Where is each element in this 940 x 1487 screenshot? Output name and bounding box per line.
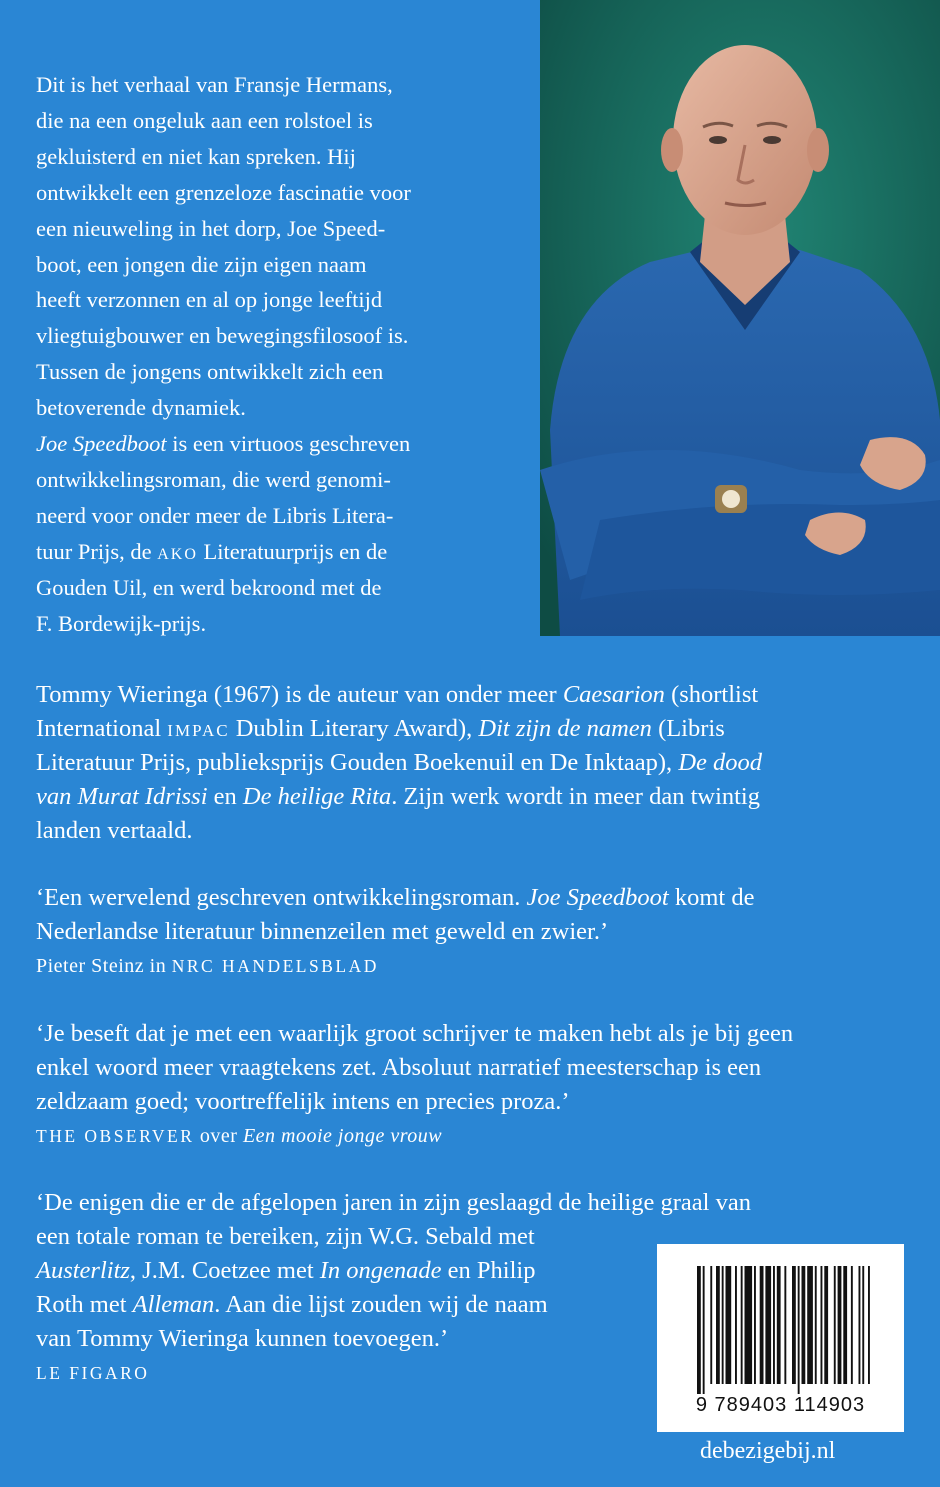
bio-smallcaps: impac	[167, 715, 230, 742]
bio-line: landen vertaald.	[36, 817, 193, 844]
quote-text: ‘Een wervelend geschreven ontwikkelingsroman.	[36, 884, 527, 911]
barcode-bar	[843, 1266, 847, 1384]
blurb-line: vliegtuigbouwer en bewegingsfilosoof is.	[36, 323, 409, 349]
blurb-line: neerd voor onder meer de Libris Litera-	[36, 502, 394, 528]
barcode-bar	[697, 1266, 701, 1394]
bio-text: en	[207, 783, 243, 810]
quote-line: ‘Je beseft dat je met een waarlijk groot schrijver te maken hebt als je bij geen	[36, 1020, 794, 1047]
barcode-bar	[815, 1266, 817, 1384]
bio-line	[36, 746, 916, 780]
blurb-line: betoverende dynamiek.	[36, 395, 246, 421]
bio-text: Tommy Wieringa (1967) is de auteur van onder meer	[36, 681, 563, 708]
barcode-bar	[777, 1266, 781, 1384]
blurb-line	[36, 426, 526, 462]
source-publication: LE FIGARO	[36, 1363, 150, 1383]
source-publication: NRC HANDELSBLAD	[171, 956, 379, 976]
barcode-bar	[792, 1266, 796, 1384]
blurb-line: Gouden Uil, en werd bekroond met de	[36, 574, 382, 600]
barcode-bar	[703, 1266, 705, 1394]
barcode-bar	[851, 1266, 853, 1384]
blurb-line: een nieuweling in het dorp, Joe Speed-	[36, 215, 386, 241]
barcode-bar	[726, 1266, 732, 1384]
quote-text: , J.M. Coetzee met	[129, 1257, 320, 1284]
barcode-bar	[765, 1266, 771, 1384]
barcode-bar	[821, 1266, 823, 1384]
barcode-bar	[760, 1266, 764, 1384]
blurb-line: F. Bordewijk-prijs.	[36, 610, 207, 636]
blurb-line	[36, 534, 526, 570]
bio-text: . Zijn werk wordt in meer dan twintig	[391, 783, 760, 810]
quote-title: Alleman	[132, 1291, 215, 1318]
bio-title: De heilige Rita	[242, 783, 392, 810]
source-title: Een mooie jonge vrouw	[242, 1125, 443, 1147]
bio-text: (shortlist	[664, 681, 759, 708]
quote-line: van Tommy Wieringa kunnen toevoegen.’	[36, 1325, 449, 1352]
quote-line: ‘De enigen die er de afgelopen jaren in zijn geslaagd de heilige graal van	[36, 1189, 751, 1216]
barcode-bar	[741, 1266, 743, 1384]
quote-source	[36, 949, 916, 983]
quote-line: een totale roman te bereiken, zijn W.G. Sebald met	[36, 1223, 535, 1250]
quote-title: Austerlitz	[36, 1257, 130, 1284]
quote-line: Nederlandse literatuur binnenzeilen met geweld en zwier.’	[36, 918, 609, 945]
blurb-line: heeft verzonnen en al op jonge leeftijd	[36, 287, 383, 313]
review-quote-1	[36, 881, 916, 983]
barcode-bar	[862, 1266, 864, 1384]
quote-text: en Philip	[441, 1257, 536, 1284]
bio-line	[36, 712, 916, 746]
barcode-bar	[824, 1266, 828, 1384]
barcode-bar	[716, 1266, 720, 1384]
bio-text: Dublin Literary Award),	[229, 715, 479, 742]
author-portrait-illustration	[540, 0, 940, 636]
bio-line	[36, 780, 916, 814]
barcode	[657, 1244, 904, 1432]
blurb-line: Tussen de jongens ontwikkelt zich een	[36, 359, 384, 385]
review-quote-2	[36, 1017, 916, 1153]
bio-title: De dood	[678, 749, 763, 776]
isbn-number: 9 789403 114903	[695, 1394, 866, 1416]
source-publication: THE OBSERVER	[36, 1126, 195, 1146]
bio-text: (Libris	[651, 715, 725, 742]
barcode-bar	[710, 1266, 712, 1384]
barcode-bar	[838, 1266, 842, 1384]
quote-line: enkel woord meer vraagtekens zet. Absoluut narratief meesterschap is een	[36, 1054, 762, 1081]
quote-source	[36, 1119, 916, 1153]
author-photo	[540, 0, 940, 636]
source-text: Pieter Steinz in	[36, 955, 172, 977]
source-text: over	[194, 1125, 243, 1147]
blurb-line: ontwikkelingsroman, die werd genomi-	[36, 466, 391, 492]
blurb-line: ontwikkelt een grenzeloze fascinatie voor	[36, 179, 411, 205]
barcode-bar	[773, 1266, 775, 1384]
bio-line	[36, 678, 916, 712]
bio-title: Dit zijn de namen	[478, 715, 652, 742]
blurb-text: Literatuurprijs en de	[197, 538, 388, 564]
quote-text: . Aan die lijst zouden wij de naam	[214, 1291, 548, 1318]
author-bio	[36, 678, 916, 848]
barcode-bar	[834, 1266, 836, 1384]
publisher-website[interactable]: debezigebij.nl	[700, 1438, 836, 1464]
barcode-bar	[802, 1266, 806, 1384]
quote-line: zeldzaam goed; voortreffelijk intens en precies proza.’	[36, 1088, 570, 1115]
blurb-line: die na een ongeluk aan een rolstoel is	[36, 107, 373, 133]
blurb-text: tuur Prijs, de	[36, 538, 158, 564]
quote-text: Roth met	[36, 1291, 133, 1318]
barcode-bar	[745, 1266, 753, 1384]
quote-title: Joe Speedboot	[526, 884, 669, 911]
blurb-line: gekluisterd en niet kan spreken. Hij	[36, 143, 356, 169]
quote-line	[36, 881, 916, 915]
barcode-bar	[722, 1266, 724, 1384]
quote-text: komt de	[668, 884, 755, 911]
barcode-bar	[859, 1266, 861, 1384]
barcode-bar	[807, 1266, 813, 1384]
blurb-smallcaps: ako	[157, 538, 198, 564]
barcode-bars	[657, 1244, 904, 1394]
barcode-bar	[798, 1266, 800, 1394]
bio-text: International	[36, 715, 168, 742]
book-blurb	[36, 67, 526, 642]
quote-title: In ongenade	[319, 1257, 442, 1284]
barcode-bar	[784, 1266, 786, 1384]
blurb-line: Dit is het verhaal van Fransje Hermans,	[36, 72, 393, 97]
barcode-bar	[754, 1266, 756, 1384]
bio-text: Literatuur Prijs, publieksprijs Gouden Boekenuil en De Inktaap),	[36, 749, 679, 776]
barcode-bar	[735, 1266, 737, 1384]
bio-title: van Murat Idrissi	[36, 783, 208, 810]
blurb-text: is een virtuoos geschreven	[166, 431, 411, 457]
bio-title: Caesarion	[562, 681, 665, 708]
blurb-line: boot, een jongen die zijn eigen naam	[36, 251, 367, 277]
book-title: Joe Speedboot	[36, 431, 167, 457]
barcode-bar	[868, 1266, 870, 1384]
